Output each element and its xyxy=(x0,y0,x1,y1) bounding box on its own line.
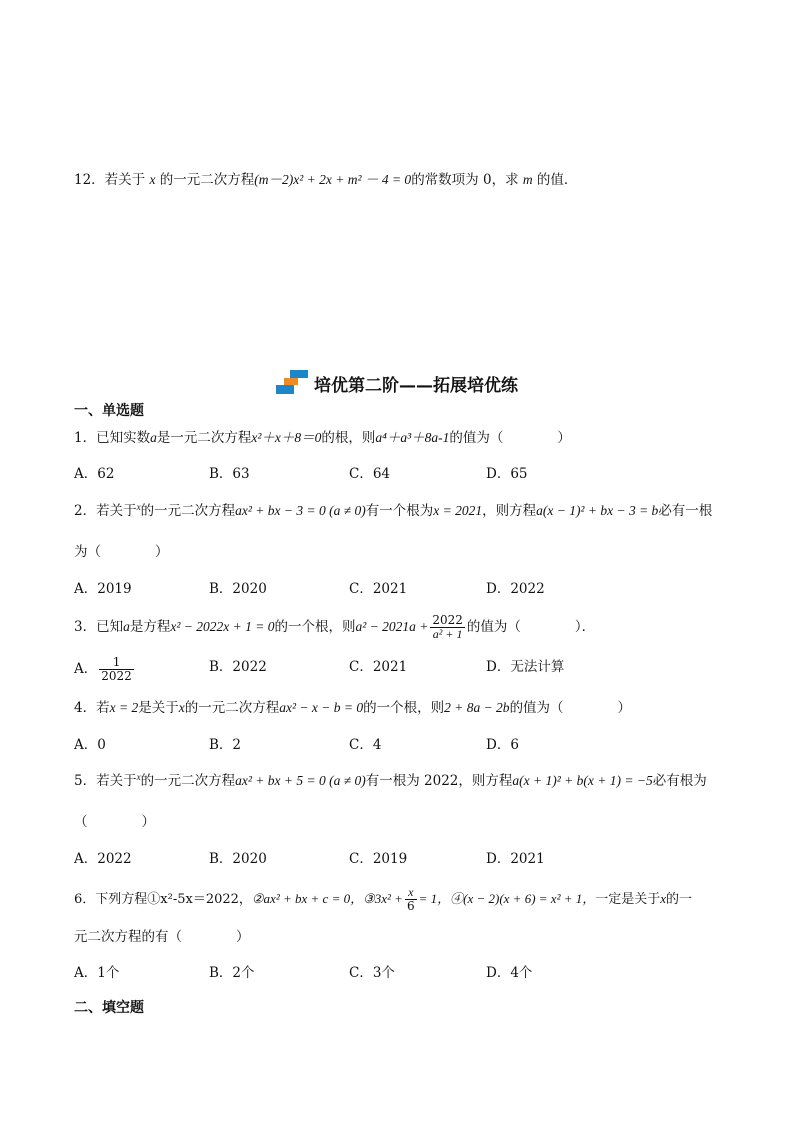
q3-option-d[interactable]: D．无法计算 xyxy=(486,659,565,675)
q6-option-d[interactable]: D．4个 xyxy=(486,965,533,981)
q1-option-c[interactable]: C．64 xyxy=(349,466,391,482)
q5-option-a[interactable]: A．2022 xyxy=(74,851,132,867)
q1-option-a[interactable]: A．62 xyxy=(74,466,115,482)
q3-option-c[interactable]: C．2021 xyxy=(349,659,408,675)
question-5: 5．若关于$^x$的一元二次方程ax² + bx + 5 = 0 (a ≠ 0)有一根为 2022，则方程a(x + 1)² + b(x + 1) = −5必有根为 xyxy=(74,772,707,789)
question-12: 12．若关于 x 的一元二次方程(m－2)x² + 2x + m² － 4 = 0的常数项为 0，求 m 的值． xyxy=(74,172,578,188)
q5-option-d[interactable]: D．2021 xyxy=(486,851,545,867)
q5-option-c[interactable]: C．2019 xyxy=(349,851,408,867)
part-heading-single-choice: 一、单选题 xyxy=(74,403,144,419)
q3-option-b[interactable]: B．2022 xyxy=(209,659,267,675)
question-4: 4．若x = 2是关于x的一元二次方程ax² − x − b = 0的一个根，则2 + 8a − 2b的值为（ ） xyxy=(74,700,632,716)
section-logo-icon xyxy=(276,370,310,396)
q6-option-a[interactable]: A．1个 xyxy=(74,965,120,981)
section-title: 培优第二阶——拓展培优练 xyxy=(0,370,794,396)
q5-option-b[interactable]: B．2020 xyxy=(209,851,267,867)
q3-option-a[interactable]: A． $\frac{1}{2022}$ xyxy=(74,655,132,683)
q2-option-a[interactable]: A．2019 xyxy=(74,581,132,597)
q1-option-b[interactable]: B．63 xyxy=(209,466,250,482)
q4-option-a[interactable]: A．0 xyxy=(74,737,106,753)
q4-option-c[interactable]: C．4 xyxy=(349,737,382,753)
q4-option-b[interactable]: B．2 xyxy=(209,737,242,753)
q2-option-d[interactable]: D．2022 xyxy=(486,581,545,597)
question-2-line2: 为（ ） xyxy=(74,544,169,560)
q6-option-c[interactable]: C．3个 xyxy=(349,965,395,981)
q3-fraction: $\frac{2022}{\text{a² + 1}}$ xyxy=(432,613,463,641)
q1-option-d[interactable]: D．65 xyxy=(486,466,528,482)
q12-equation: (m－2)x² + 2x + m² － 4 = 0 xyxy=(254,172,412,187)
q4-option-d[interactable]: D．6 xyxy=(486,737,519,753)
question-6-line2: 元二次方程的有（ ） xyxy=(74,929,250,945)
q2-option-b[interactable]: B．2020 xyxy=(209,581,267,597)
q6-option-b[interactable]: B．2个 xyxy=(209,965,255,981)
q2-option-c[interactable]: C．2021 xyxy=(349,581,408,597)
question-6: 6．下列方程①x²-5x＝2022，②ax² + bx + c = 0，③3x² + $\frac{x}{6}$ = 1，④(x − 2)(x + 6) = x² + 1，一定是关于x的一 xyxy=(74,885,693,913)
question-5-line2: （ ） xyxy=(74,814,155,830)
question-1: 1．已知实数a是一元二次方程x²＋x＋8＝0的根，则a⁴＋a³＋8a-1的值为（ ） xyxy=(74,430,571,446)
question-2: 2．若关于$^x$的一元二次方程ax² + bx − 3 = 0 (a ≠ 0)有一个根为x = 2021，则方程a(x − 1)² + bx − 3 = b必有一根 xyxy=(74,502,713,519)
part-heading-fill-blank: 二、填空题 xyxy=(74,1000,144,1016)
question-3: 3．已知a是方程x² − 2022x + 1 = 0的一个根，则a² − 2021a + $\frac{2022}{\text{a² + 1}}$ 的值为（ ）． xyxy=(74,613,596,641)
